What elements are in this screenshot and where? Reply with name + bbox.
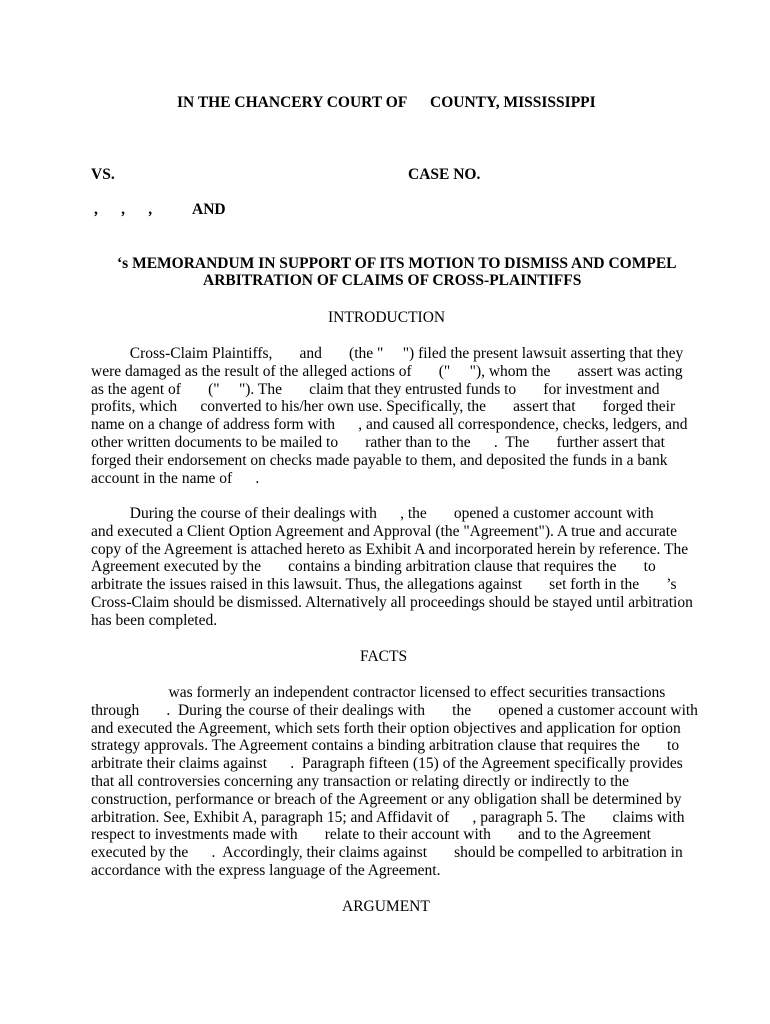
text-line: and executed a Client Option Agreement and Approval (the "Agreement"). A true and accurate [91,522,677,540]
memorandum-title-line-2: ARBITRATION OF CLAIMS OF CROSS-PLAINTIFFS [203,272,582,289]
section-heading-facts: FACTS [360,648,408,665]
text-line: account in the name of . [91,469,260,487]
text-line: that all controversies concerning any transaction or relating directly or indirectly to the [91,772,630,790]
text-line: construction, performance or breach of the Agreement or any obligation shall be determined by [91,790,682,808]
text-line: copy of the Agreement is attached hereto as Exhibit A and incorporated herein by reference. The [91,540,689,558]
text-line: Cross-Claim Plaintiffs, and (the " ") filed the present lawsuit asserting that they [91,345,684,362]
text-line: Agreement executed by the contains a binding arbitration clause that requires the to [91,558,656,576]
parties-separators: , , , [94,201,153,218]
case-number-label: CASE NO. [408,166,481,183]
text-line: and executed the Agreement, which sets forth their option objectives and application for option [91,719,681,737]
text-line: During the course of their dealings with , the opened a customer account with [91,505,654,522]
text-line: accordance with the express language of the Agreement. [91,861,441,879]
text-line: arbitration. See, Exhibit A, paragraph 15; and Affidavit of , paragraph 5. The claims with [91,808,685,826]
text-line: was formerly an independent contractor licensed to effect securities transactions [91,684,666,701]
text-line: as the agent of (" "). The claim that they entrusted funds to for investment and [91,380,660,398]
section-heading-argument: ARGUMENT [342,898,430,915]
parties-and: AND [192,201,226,218]
text-line: strategy approvals. The Agreement contains a binding arbitration clause that requires the to [91,737,680,755]
text-line: through . During the course of their dealings with the opened a customer account with [91,701,698,719]
text-line: Cross-Claim should be dismissed. Alternatively all proceedings should be stayed until arbitration [91,593,693,611]
text-line: respect to investments made with relate to their account with and to the Agreement [91,826,651,844]
introduction-paragraph-2 [91,505,691,630]
text-line: arbitrate their claims against . Paragraph fifteen (15) of the Agreement specifically provides [91,755,683,773]
text-line: were damaged as the result of the alleged actions of (" "), whom the assert was acting [91,362,683,380]
facts-paragraph-1 [91,684,698,880]
introduction-paragraph-1 [91,345,691,487]
text-line: name on a change of address form with , and caused all correspondence, checks, ledgers, and [91,416,688,434]
text-line: other written documents to be mailed to rather than to the . The further assert that [91,433,665,451]
court-heading-right: COUNTY, MISSISSIPPI [430,94,596,111]
versus-label: VS. [91,166,115,183]
text-line: has been completed. [91,611,218,629]
memorandum-title-line-1: ‘s MEMORANDUM IN SUPPORT OF ITS MOTION TO DISMISS AND COMPEL [117,255,677,272]
text-line: forged their endorsement on checks made payable to them, and deposited the funds in a bank [91,451,668,469]
court-heading-left: IN THE CHANCERY COURT OF [177,94,408,111]
text-line: profits, which converted to his/her own use. Specifically, the assert that forged their [91,398,676,416]
text-line: executed by the . Accordingly, their claims against should be compelled to arbitration in [91,844,683,862]
text-line: arbitrate the issues raised in this lawsuit. Thus, the allegations against set forth in the ’s [91,576,677,594]
section-heading-introduction: INTRODUCTION [328,309,446,326]
